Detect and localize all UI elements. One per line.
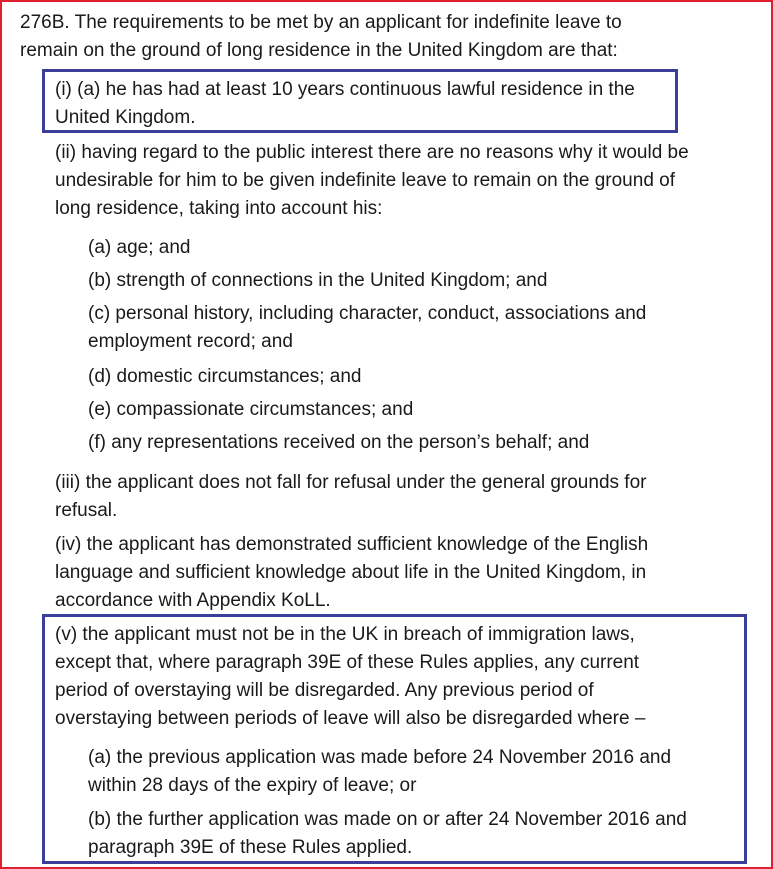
para-i-line-2: United Kingdom. xyxy=(55,107,196,128)
sub-ii-a: (a) age; and xyxy=(88,237,191,258)
para-iv-line-2: language and sufficient knowledge about life in the United Kingdom, in xyxy=(55,562,647,583)
para-ii-line-2: undesirable for him to be given indefinite leave to remain on the ground of xyxy=(55,170,676,191)
sub-ii-d: (d) domestic circumstances; and xyxy=(88,366,362,387)
sub-v-b-line-1: (b) the further application was made on or after 24 November 2016 and xyxy=(88,809,687,830)
para-iii-line-2: refusal. xyxy=(55,500,118,521)
para-iv-line-3: accordance with Appendix KoLL. xyxy=(55,590,331,611)
para-v-line-4: overstaying between periods of leave will also be disregarded where – xyxy=(55,708,646,729)
sub-ii-f: (f) any representations received on the person’s behalf; and xyxy=(88,432,590,453)
sub-ii-c-line-2: employment record; and xyxy=(88,331,293,352)
para-i-line-1: (i) (a) he has had at least 10 years continuous lawful residence in the xyxy=(55,79,635,100)
sub-ii-e: (e) compassionate circumstances; and xyxy=(88,399,414,420)
para-iii-line-1: (iii) the applicant does not fall for refusal under the general grounds for xyxy=(55,472,647,493)
heading-line-1: 276B. The requirements to be met by an applicant for indefinite leave to xyxy=(20,12,622,33)
heading-line-2: remain on the ground of long residence in the United Kingdom are that: xyxy=(20,40,618,61)
sub-ii-c-line-1: (c) personal history, including character, conduct, associations and xyxy=(88,303,647,324)
para-v-line-3: period of overstaying will be disregarded. Any previous period of xyxy=(55,680,594,701)
sub-v-b-line-2: paragraph 39E of these Rules applied. xyxy=(88,837,413,858)
sub-v-a-line-1: (a) the previous application was made before 24 November 2016 and xyxy=(88,747,672,768)
para-iv-line-1: (iv) the applicant has demonstrated sufficient knowledge of the English xyxy=(55,534,649,555)
para-v-line-1: (v) the applicant must not be in the UK in breach of immigration laws, xyxy=(55,624,635,645)
para-ii-line-1: (ii) having regard to the public interest there are no reasons why it would be xyxy=(55,142,689,163)
sub-v-a-line-2: within 28 days of the expiry of leave; or xyxy=(88,775,417,796)
para-v-line-2: except that, where paragraph 39E of these Rules applies, any current xyxy=(55,652,640,673)
sub-ii-b: (b) strength of connections in the United Kingdom; and xyxy=(88,270,548,291)
para-ii-line-3: long residence, taking into account his: xyxy=(55,198,383,219)
